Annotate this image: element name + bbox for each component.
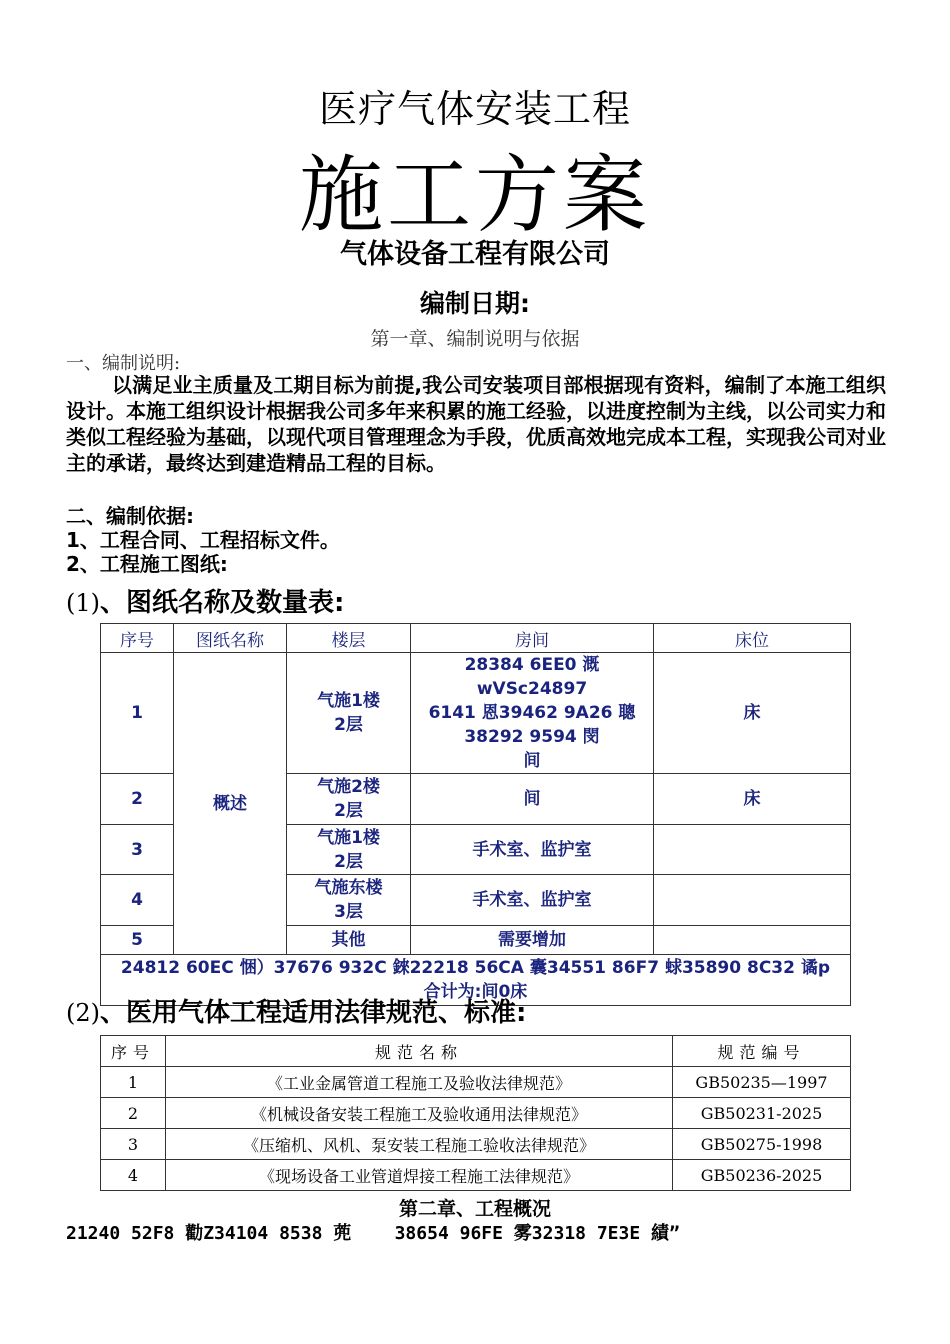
table-row bbox=[101, 1098, 851, 1129]
cell-no: 4 bbox=[101, 875, 174, 926]
intro-paragraph: 以满足业主质量及工期目标为前提,我公司安装项目部根据现有资料，编制了本施工组织设计。本施工组织设计根据我公司多年来积累的施工经验，以进度控制为主线，以公司实力和类似工程经验为基础，以现代项目管理理念为手段，优质高效地完成本工程，实现我公司对业主的承诺，最终达到建造精品工程的目标。 bbox=[66, 373, 886, 475]
cell-room: 间 bbox=[411, 774, 654, 825]
cell-floor: 气施2楼 2层 bbox=[287, 774, 411, 825]
drawings-table bbox=[100, 623, 851, 1006]
subheading-drawings bbox=[66, 582, 344, 619]
cell-bed: 床 bbox=[654, 774, 851, 825]
date-label: 编制日期: bbox=[420, 289, 530, 318]
subheading-number: (2) bbox=[66, 999, 100, 1027]
company-name: 气体设备工程有限公司 bbox=[340, 239, 610, 270]
cell-floor: 气施1楼 2层 bbox=[287, 653, 411, 774]
cell-standard-name: 《现场设备工业管道焊接工程施工法律规范》 bbox=[166, 1160, 673, 1191]
cell-standard-code: GB50235—1997 bbox=[673, 1067, 851, 1098]
section1-heading: 一、编制说明: bbox=[66, 353, 181, 374]
section2-heading: 二、编制依据: bbox=[66, 504, 194, 528]
subheading-standards bbox=[66, 992, 526, 1029]
col-header-no: 序号 bbox=[101, 1036, 166, 1067]
table-header-row bbox=[101, 624, 851, 653]
cell-name-merged: 概述 bbox=[174, 653, 287, 955]
table-row bbox=[101, 1160, 851, 1191]
cell-room: 28384 6EE0 溉wVSc24897 6141 恩39462 9A26 聰 38292 9594 閔 间 bbox=[411, 653, 654, 774]
subheading-text: 、图纸名称及数量表: bbox=[100, 588, 345, 618]
col-header-no: 序号 bbox=[101, 624, 174, 653]
cell-bed bbox=[654, 825, 851, 875]
col-header-bed: 床位 bbox=[654, 624, 851, 653]
basis-item-1: 1、工程合同、工程招标文件。 bbox=[66, 528, 340, 552]
table-row bbox=[101, 1129, 851, 1160]
chapter2-codes: 21240 52F8 勸Z34104 8538 蔸 38654 96FE 雾32318 7E3E 績” bbox=[66, 1223, 680, 1244]
cell-no: 2 bbox=[101, 774, 174, 825]
cell-bed: 床 bbox=[654, 653, 851, 774]
doc-title: 医疗气体安装工程 bbox=[318, 87, 631, 131]
cell-standard-code: GB50275-1998 bbox=[673, 1129, 851, 1160]
cell-standard-code: GB50231-2025 bbox=[673, 1098, 851, 1129]
cell-room: 手术室、监护室 bbox=[411, 875, 654, 926]
cell-floor: 其他 bbox=[287, 926, 411, 955]
doc-main-title: 施工方案 bbox=[298, 146, 651, 244]
cell-room: 手术室、监护室 bbox=[411, 825, 654, 875]
col-header-name: 图纸名称 bbox=[174, 624, 287, 653]
chapter1-title: 第一章、编制说明与依据 bbox=[370, 328, 580, 350]
subheading-number: (1) bbox=[66, 589, 100, 617]
table-footer-total: 24812 60EC 悃）37676 932C 錸22218 56CA 囊34551 86F7 蛷35890 8C32 谲p 合计为:间0床 bbox=[101, 955, 851, 1006]
cell-no: 1 bbox=[101, 653, 174, 774]
chapter2-title: 第二章、工程概况 bbox=[398, 1198, 551, 1220]
cell-no: 5 bbox=[101, 926, 174, 955]
standards-table bbox=[100, 1035, 851, 1191]
cell-floor: 气施东楼 3层 bbox=[287, 875, 411, 926]
cell-standard-code: GB50236-2025 bbox=[673, 1160, 851, 1191]
cell-standard-name: 《机械设备安装工程施工及验收通用法律规范》 bbox=[166, 1098, 673, 1129]
col-header-room: 房间 bbox=[411, 624, 654, 653]
cell-room: 需要增加 bbox=[411, 926, 654, 955]
cell-floor: 气施1楼 2层 bbox=[287, 825, 411, 875]
subheading-text: 、医用气体工程适用法律规范、标准: bbox=[100, 998, 527, 1028]
table-row bbox=[101, 653, 851, 774]
col-header-name: 规范名称 bbox=[166, 1036, 673, 1067]
cell-no: 3 bbox=[101, 825, 174, 875]
col-header-floor: 楼层 bbox=[287, 624, 411, 653]
cell-no: 3 bbox=[101, 1129, 166, 1160]
cell-standard-name: 《工业金属管道工程施工及验收法律规范》 bbox=[166, 1067, 673, 1098]
cell-no: 2 bbox=[101, 1098, 166, 1129]
cell-bed bbox=[654, 926, 851, 955]
basis-item-2: 2、工程施工图纸: bbox=[66, 552, 228, 576]
cell-no: 1 bbox=[101, 1067, 166, 1098]
cell-no: 4 bbox=[101, 1160, 166, 1191]
table-header-row bbox=[101, 1036, 851, 1067]
table-row bbox=[101, 1067, 851, 1098]
cell-bed bbox=[654, 875, 851, 926]
col-header-code: 规范编号 bbox=[673, 1036, 851, 1067]
cell-standard-name: 《压缩机、风机、泵安装工程施工验收法律规范》 bbox=[166, 1129, 673, 1160]
